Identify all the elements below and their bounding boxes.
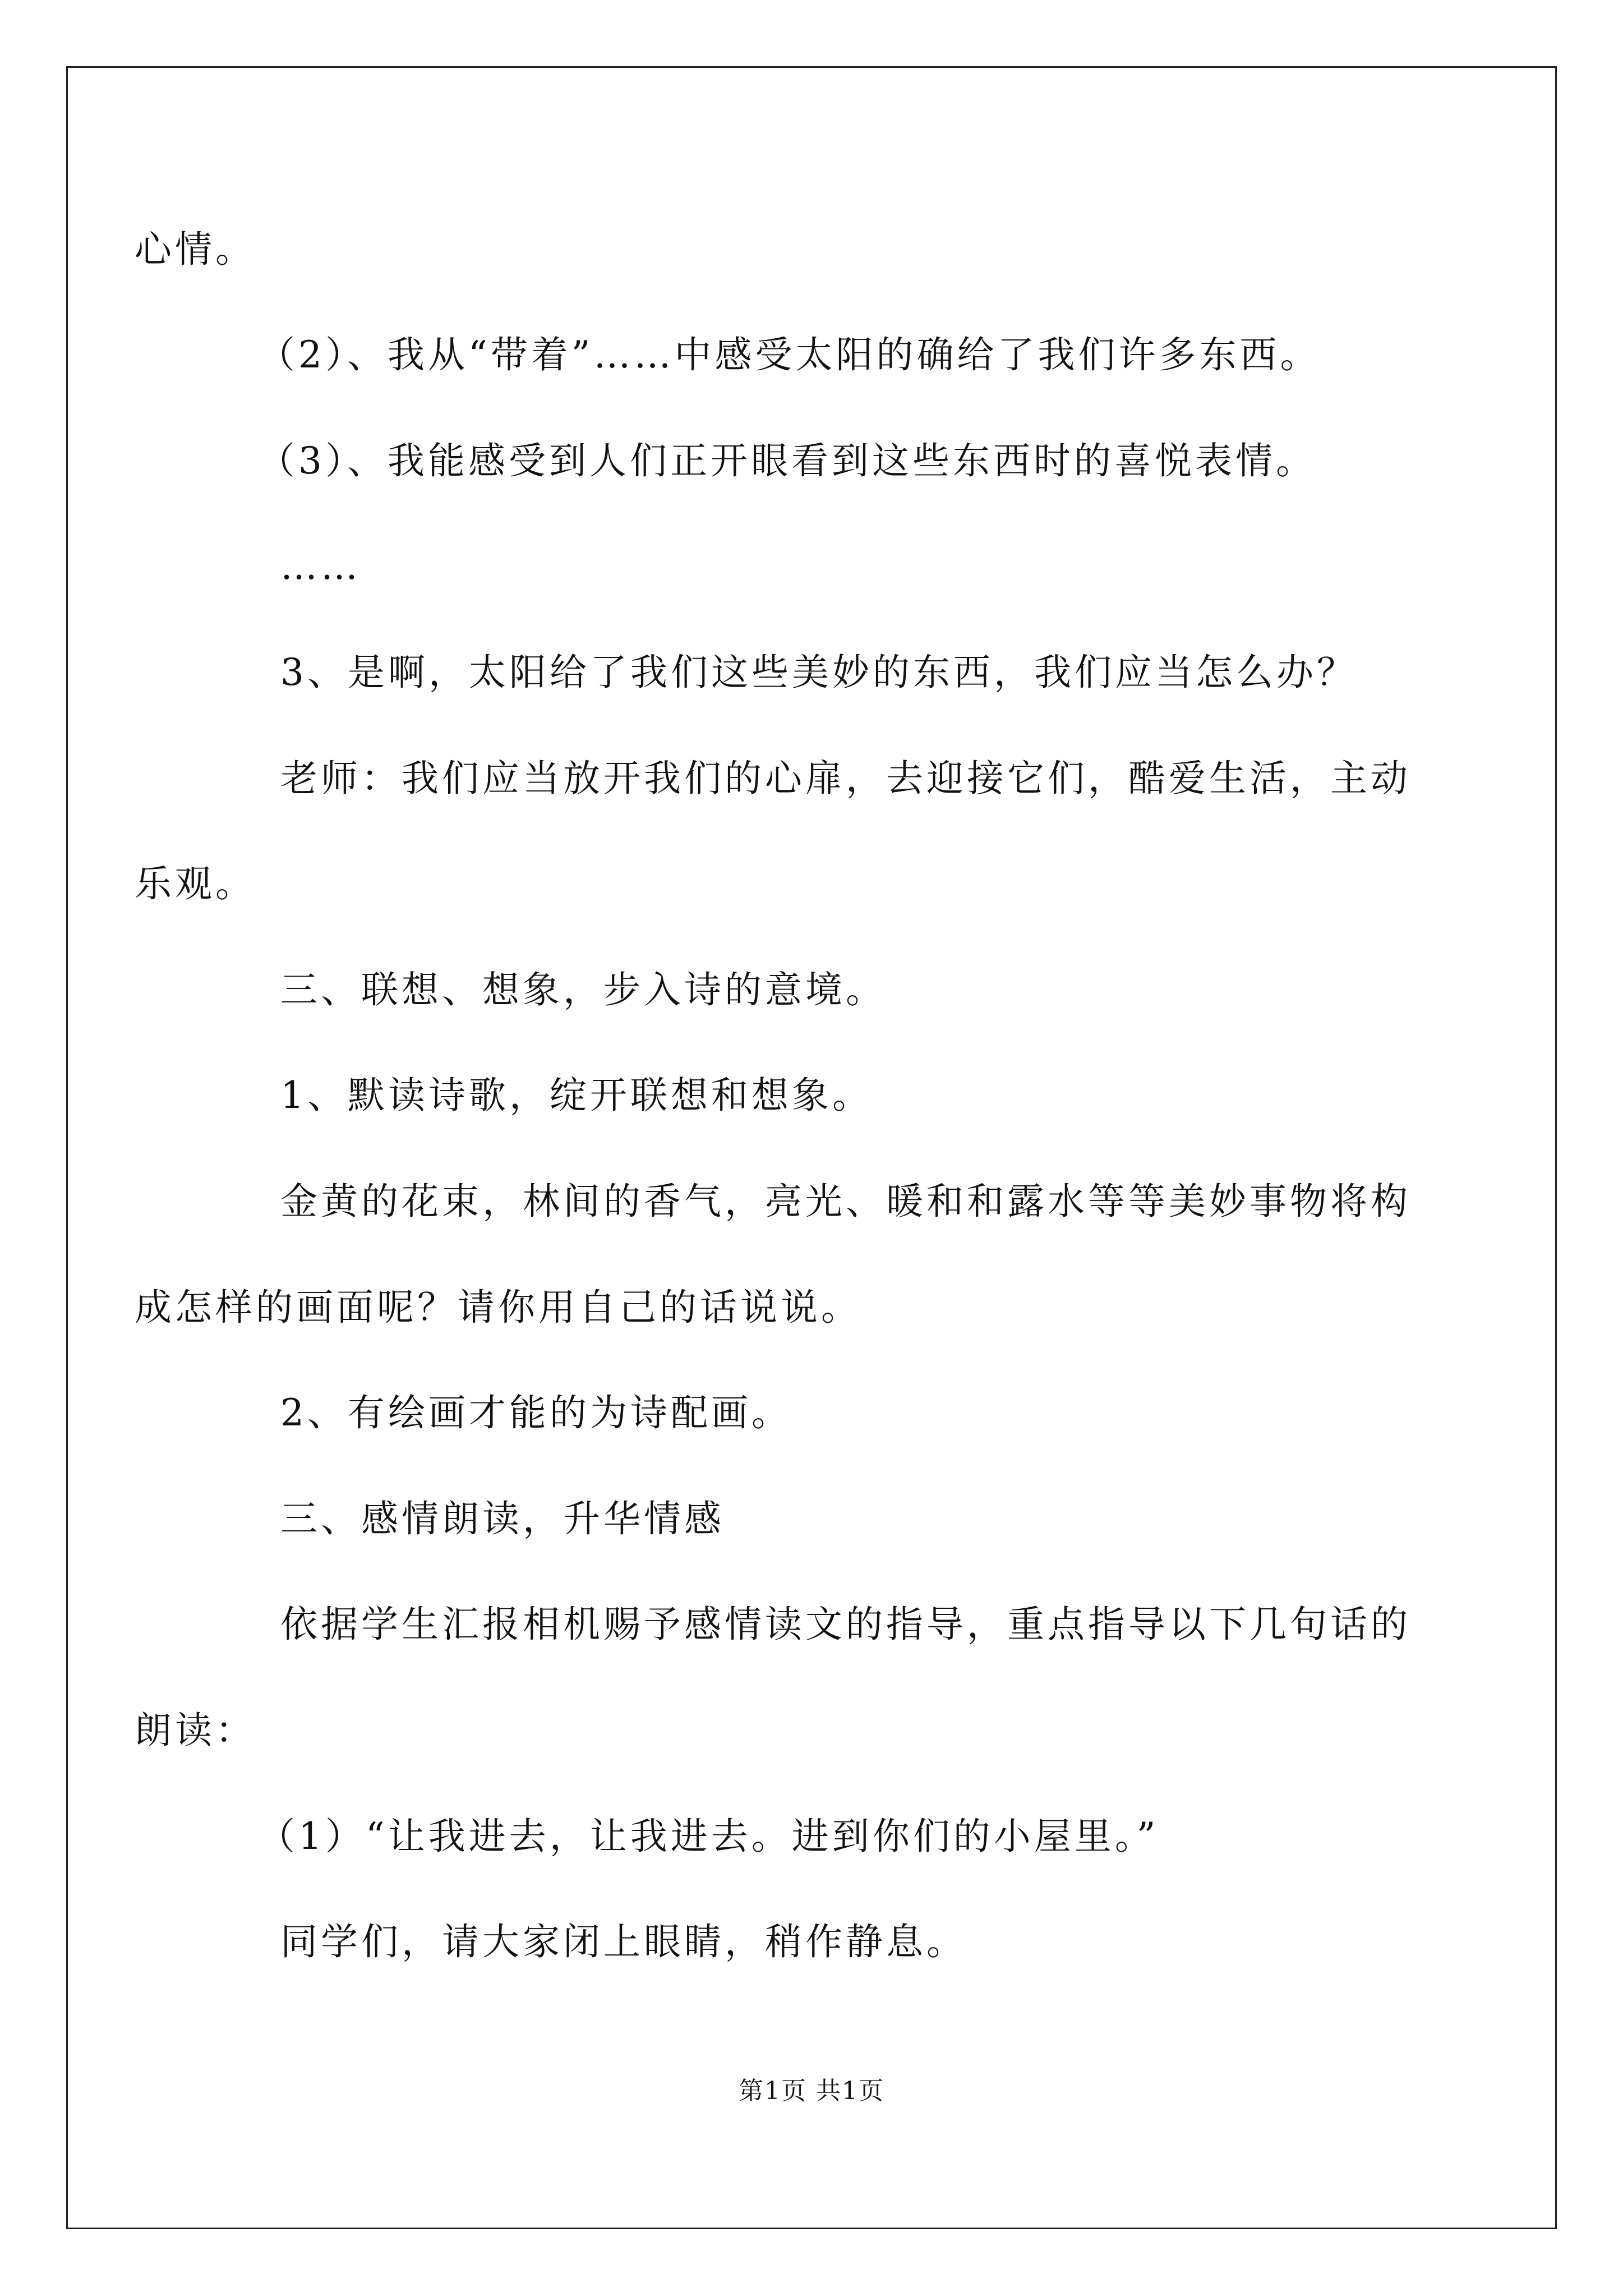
page-footer: 第1页 共1页 bbox=[739, 2077, 884, 2105]
text-line: （2）、我从“带着”……中感受太阳的确给了我们许多东西。 bbox=[258, 333, 1321, 376]
text-line: 1、默读诗歌，绽开联想和想象。 bbox=[280, 1074, 873, 1117]
text-line: 三、感情朗读，升华情感 bbox=[280, 1497, 725, 1540]
text-line: 成怎样的画面呢？请你用自己的话说说。 bbox=[135, 1286, 861, 1329]
text-line: 朗读： bbox=[135, 1709, 256, 1752]
text-line: 三、联想、想象，步入诗的意境。 bbox=[280, 968, 886, 1011]
text-line: 乐观。 bbox=[135, 862, 256, 905]
text-line: （1）“让我进去，让我进去。进到你们的小屋里。” bbox=[258, 1815, 1159, 1858]
text-line: …… bbox=[280, 545, 361, 588]
text-line: 3、是啊，太阳给了我们这些美妙的东西，我们应当怎么办？ bbox=[280, 651, 1357, 694]
text-line: 心情。 bbox=[135, 228, 256, 271]
text-line: 2、有绘画才能的为诗配画。 bbox=[280, 1391, 792, 1434]
page-border bbox=[66, 66, 1557, 2229]
text-line: 同学们，请大家闭上眼睛，稍作静息。 bbox=[280, 1920, 967, 1963]
text-line: （3）、我能感受到人们正开眼看到这些东西时的喜悦表情。 bbox=[258, 439, 1316, 482]
text-line: 依据学生汇报相机赐予感情读文的指导，重点指导以下几句话的 bbox=[280, 1603, 1411, 1646]
text-line: 老师：我们应当放开我们的心扉，去迎接它们，酷爱生活，主动 bbox=[280, 757, 1411, 800]
text-line: 金黄的花束，林间的香气，亮光、暖和和露水等等美妙事物将构 bbox=[280, 1180, 1411, 1223]
